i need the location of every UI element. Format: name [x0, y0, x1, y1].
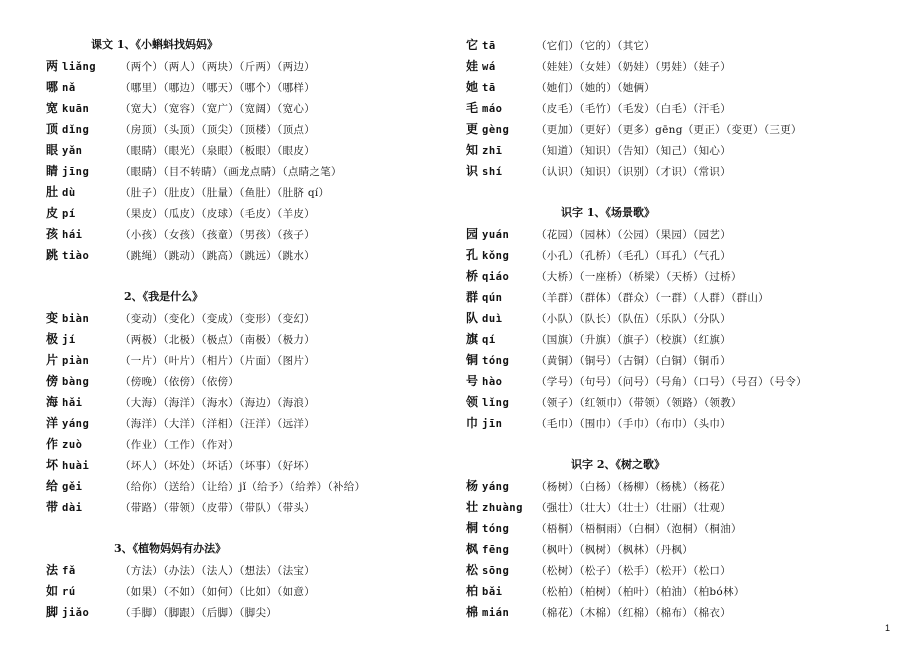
entry-character: 号 — [466, 374, 479, 388]
entry-pinyin: dài — [62, 502, 83, 514]
entry-words: （认识）（知识）（识别）（才识）（常识） — [536, 166, 731, 178]
entry-words: （松树）（松子）（松手）（松开）（松口） — [536, 565, 731, 577]
entry-pinyin: shí — [482, 166, 503, 178]
entry-words: （她们）（她的）（她俩） — [536, 82, 656, 94]
vocab-entry — [46, 122, 315, 136]
section-title: 3、《植物妈妈有办法》 — [114, 542, 227, 555]
vocab-entry — [46, 500, 315, 514]
vocab-entry — [46, 311, 315, 325]
vocab-entry — [466, 332, 731, 346]
entry-pinyin: tā — [482, 82, 496, 94]
entry-character: 眼 — [46, 143, 59, 157]
entry-pinyin: yǎn — [62, 145, 83, 157]
vocab-entry — [466, 521, 742, 535]
vocab-entry — [466, 353, 731, 367]
entry-words: （知道）（知识）（告知）（知己）（知心） — [536, 145, 731, 157]
vocab-entry — [46, 605, 277, 619]
entry-character: 铜 — [466, 353, 479, 367]
vocab-entry — [466, 80, 655, 94]
vocab-entry — [466, 227, 731, 241]
entry-words: （傍晚）（依傍）（依傍） — [120, 376, 240, 388]
vocab-entry — [466, 248, 731, 262]
vocab-entry — [466, 122, 802, 136]
entry-character: 洋 — [46, 416, 59, 430]
vocab-entry — [46, 437, 239, 451]
entry-character: 皮 — [46, 206, 59, 220]
entry-character: 松 — [466, 563, 479, 577]
entry-character: 坏 — [46, 458, 59, 472]
entry-words: （海洋）（大洋）（洋相）（汪洋）（远洋） — [120, 418, 315, 430]
entry-words: （小队）（队长）（队伍）（乐队）（分队） — [536, 313, 731, 325]
entry-pinyin: jí — [62, 334, 76, 346]
entry-words: （学号）（句号）（问号）（号角）（口号）（号召）（号令） — [536, 376, 807, 388]
entry-character: 识 — [466, 164, 479, 178]
entry-character: 园 — [466, 227, 479, 241]
entry-words: （枫叶）（枫树）（枫林）（丹枫） — [536, 544, 694, 556]
vocab-entry — [466, 290, 769, 304]
entry-words: （花园）（园林）（公园）（果园）（园艺） — [536, 229, 731, 241]
entry-words: （手脚）（脚跟）（后脚）（脚尖） — [120, 607, 278, 619]
entry-character: 宽 — [46, 101, 59, 115]
entry-pinyin: duì — [482, 313, 503, 325]
vocab-entry — [466, 101, 731, 115]
entry-pinyin: tiào — [62, 250, 90, 262]
entry-character: 睛 — [46, 164, 59, 178]
entry-pinyin: máo — [482, 103, 503, 115]
entry-words: （哪里）（哪边）（哪天）（哪个）（哪样） — [120, 82, 315, 94]
entry-character: 更 — [466, 122, 479, 136]
entry-words: （皮毛）（毛竹）（毛发）（白毛）（汗毛） — [536, 103, 731, 115]
entry-words: （娃娃）（女娃）（奶娃）（男娃）（娃子） — [536, 61, 731, 73]
entry-pinyin: yáng — [482, 481, 510, 493]
vocab-entry — [46, 416, 315, 430]
entry-words: （带路）（带领）（皮带）（带队）（带头） — [120, 502, 315, 514]
entry-words: （坏人）（坏处）（坏话）（坏事）（好坏） — [120, 460, 315, 472]
entry-pinyin: yuán — [482, 229, 510, 241]
entry-words: （黄铜）（铜号）（古铜）（白铜）（铜币） — [536, 355, 731, 367]
entry-character: 孔 — [466, 248, 479, 262]
entry-words: （更加）（更好）（更多）gēng（更正）（变更）（三更） — [536, 124, 802, 136]
entry-words: （房顶）（头顶）（顶尖）（顶楼）（顶点） — [120, 124, 315, 136]
vocab-entry — [46, 164, 342, 178]
entry-words: （小孔）（孔桥）（毛孔）（耳孔）（气孔） — [536, 250, 731, 262]
vocab-entry — [466, 563, 731, 577]
vocab-entry — [466, 479, 731, 493]
entry-character: 杨 — [466, 479, 479, 493]
entry-words: （如果）（不如）（如何）（比如）（如意） — [120, 586, 315, 598]
entry-words: （两极）（北极）（极点）（南极）（极力） — [120, 334, 315, 346]
entry-words: （松柏）（柏树）（柏叶）（柏油）（柏bó林） — [536, 586, 745, 598]
entry-pinyin: hǎi — [62, 397, 83, 409]
entry-character: 片 — [46, 353, 59, 367]
vocab-entry — [466, 605, 731, 619]
entry-pinyin: gěi — [62, 481, 83, 493]
vocab-entry — [466, 59, 731, 73]
entry-character: 知 — [466, 143, 479, 157]
entry-character: 跳 — [46, 248, 59, 262]
entry-character: 哪 — [46, 80, 59, 94]
entry-character: 娃 — [466, 59, 479, 73]
vocab-entry — [466, 311, 731, 325]
entry-pinyin: fǎ — [62, 565, 76, 577]
entry-character: 壮 — [466, 500, 479, 514]
entry-words: （大海）（海洋）（海水）（海边）（海浪） — [120, 397, 315, 409]
entry-character: 桥 — [466, 269, 479, 283]
entry-pinyin: tóng — [482, 523, 510, 535]
vocab-entry — [46, 374, 239, 388]
vocab-entry — [46, 332, 315, 346]
entry-pinyin: mián — [482, 607, 510, 619]
vocab-entry — [466, 38, 655, 52]
entry-pinyin: kuān — [62, 103, 90, 115]
entry-words: （肚子）（肚皮）（肚量）（鱼肚）（肚脐 qí） — [120, 187, 330, 199]
entry-pinyin: tóng — [482, 355, 510, 367]
section-title: 识字 2、《树之歌》 — [571, 458, 665, 471]
entry-words: （一片）（叶片）（相片）（片面）（图片） — [120, 355, 315, 367]
entry-character: 桐 — [466, 521, 479, 535]
entry-character: 毛 — [466, 101, 479, 115]
entry-character: 傍 — [46, 374, 59, 388]
entry-words: （毛巾）（围巾）（手巾）（布巾）（头巾） — [536, 418, 731, 430]
vocab-entry — [46, 59, 315, 73]
entry-words: （两个）（两人）（两块）（斤两）（两边） — [120, 61, 315, 73]
entry-pinyin: gèng — [482, 124, 510, 136]
vocab-entry — [46, 353, 315, 367]
entry-pinyin: piàn — [62, 355, 90, 367]
entry-character: 棉 — [466, 605, 479, 619]
entry-pinyin: qiáo — [482, 271, 510, 283]
entry-words: （杨树）（白杨）（杨柳）（杨桃）（杨花） — [536, 481, 731, 493]
entry-pinyin: liǎng — [62, 61, 97, 73]
entry-character: 孩 — [46, 227, 59, 241]
entry-pinyin: nǎ — [62, 82, 76, 94]
entry-character: 巾 — [466, 416, 479, 430]
section-title: 2、《我是什么》 — [124, 290, 204, 303]
vocab-entry — [466, 269, 742, 283]
entry-pinyin: sōng — [482, 565, 510, 577]
entry-words: （眼睛）（目不转睛）（画龙点睛）（点睛之笔） — [120, 166, 342, 178]
entry-words: （作业）（工作）（作对） — [120, 439, 240, 451]
vocab-entry — [466, 164, 731, 178]
entry-words: （跳绳）（跳动）（跳高）（跳远）（跳水） — [120, 250, 315, 262]
entry-pinyin: yáng — [62, 418, 90, 430]
vocab-entry — [46, 185, 329, 199]
entry-character: 队 — [466, 311, 479, 325]
vocab-entry — [466, 542, 693, 556]
vocab-entry — [466, 584, 745, 598]
vocab-entry — [46, 563, 315, 577]
entry-character: 她 — [466, 80, 479, 94]
entry-character: 带 — [46, 500, 59, 514]
entry-pinyin: tā — [482, 40, 496, 52]
section-title: 识字 1、《场景歌》 — [561, 206, 655, 219]
entry-pinyin: biàn — [62, 313, 90, 325]
entry-pinyin: qún — [482, 292, 503, 304]
vocab-entry — [466, 143, 731, 157]
entry-words: （它们）（它的）（其它） — [536, 40, 656, 52]
entry-words: （眼睛）（眼光）（泉眼）（板眼）（眼皮） — [120, 145, 315, 157]
entry-pinyin: huài — [62, 460, 90, 472]
entry-character: 领 — [466, 395, 479, 409]
entry-pinyin: fēng — [482, 544, 510, 556]
entry-pinyin: zhī — [482, 145, 503, 157]
entry-words: （国旗）（升旗）（旗子）（校旗）（红旗） — [536, 334, 731, 346]
entry-pinyin: hào — [482, 376, 503, 388]
vocab-entry — [46, 458, 315, 472]
entry-words: （大桥）（一座桥）（桥梁）（天桥）（过桥） — [536, 271, 742, 283]
entry-words: （果皮）（瓜皮）（皮球）（毛皮）（羊皮） — [120, 208, 315, 220]
vocab-entry — [466, 374, 807, 388]
entry-words: （羊群）（群体）（群众）（一群）（人群）（群山） — [536, 292, 769, 304]
entry-words: （梧桐）（梧桐雨）（白桐）（泡桐）（桐油） — [536, 523, 742, 535]
entry-pinyin: dù — [62, 187, 76, 199]
entry-pinyin: zuò — [62, 439, 83, 451]
entry-words: （方法）（办法）（法人）（想法）（法宝） — [120, 565, 315, 577]
vocab-entry — [46, 584, 315, 598]
entry-character: 顶 — [46, 122, 59, 136]
section-title: 课文 1、《小蝌蚪找妈妈》 — [91, 38, 218, 51]
entry-pinyin: lǐng — [482, 397, 510, 409]
entry-words: （棉花）（木棉）（红棉）（棉布）（棉衣） — [536, 607, 731, 619]
entry-character: 群 — [466, 290, 479, 304]
vocab-entry — [46, 101, 315, 115]
entry-pinyin: bàng — [62, 376, 90, 388]
entry-character: 它 — [466, 38, 479, 52]
vocab-entry — [46, 479, 365, 493]
entry-words: （给你）（送给）（让给）jǐ（给予）（给养）（补给） — [120, 481, 366, 493]
entry-pinyin: pí — [62, 208, 76, 220]
entry-pinyin: dǐng — [62, 124, 90, 136]
entry-pinyin: wá — [482, 61, 496, 73]
entry-character: 枫 — [466, 542, 479, 556]
entry-character: 肚 — [46, 185, 59, 199]
entry-character: 海 — [46, 395, 59, 409]
vocab-entry — [466, 416, 731, 430]
entry-character: 法 — [46, 563, 59, 577]
entry-pinyin: bǎi — [482, 586, 503, 598]
entry-pinyin: qí — [482, 334, 496, 346]
entry-words: （强壮）（壮大）（壮士）（壮丽）（壮观） — [536, 502, 731, 514]
page-number: 1 — [884, 623, 890, 633]
entry-pinyin: jīn — [482, 418, 503, 430]
entry-pinyin: jiǎo — [62, 607, 90, 619]
entry-words: （小孩）（女孩）（孩童）（男孩）（孩子） — [120, 229, 315, 241]
entry-character: 给 — [46, 479, 59, 493]
vocab-entry — [46, 206, 315, 220]
entry-character: 极 — [46, 332, 59, 346]
entry-character: 柏 — [466, 584, 479, 598]
vocab-entry — [46, 80, 315, 94]
entry-character: 变 — [46, 311, 59, 325]
vocab-entry — [46, 227, 315, 241]
entry-pinyin: kǒng — [482, 250, 510, 262]
vocab-entry — [46, 395, 315, 409]
vocab-entry — [466, 500, 731, 514]
entry-character: 两 — [46, 59, 59, 73]
entry-pinyin: jīng — [62, 166, 90, 178]
entry-character: 如 — [46, 584, 59, 598]
entry-words: （变动）（变化）（变成）（变形）（变幻） — [120, 313, 315, 325]
vocab-entry — [466, 395, 742, 409]
entry-pinyin: rú — [62, 586, 76, 598]
vocab-entry — [46, 248, 315, 262]
entry-words: （宽大）（宽容）（宽广）（宽阔）（宽心） — [120, 103, 315, 115]
vocab-entry — [46, 143, 315, 157]
entry-character: 作 — [46, 437, 59, 451]
entry-pinyin: hái — [62, 229, 83, 241]
entry-character: 旗 — [466, 332, 479, 346]
entry-words: （领子）（红领巾）（带领）（领路）（领教） — [536, 397, 742, 409]
entry-pinyin: zhuàng — [482, 502, 523, 514]
entry-character: 脚 — [46, 605, 59, 619]
